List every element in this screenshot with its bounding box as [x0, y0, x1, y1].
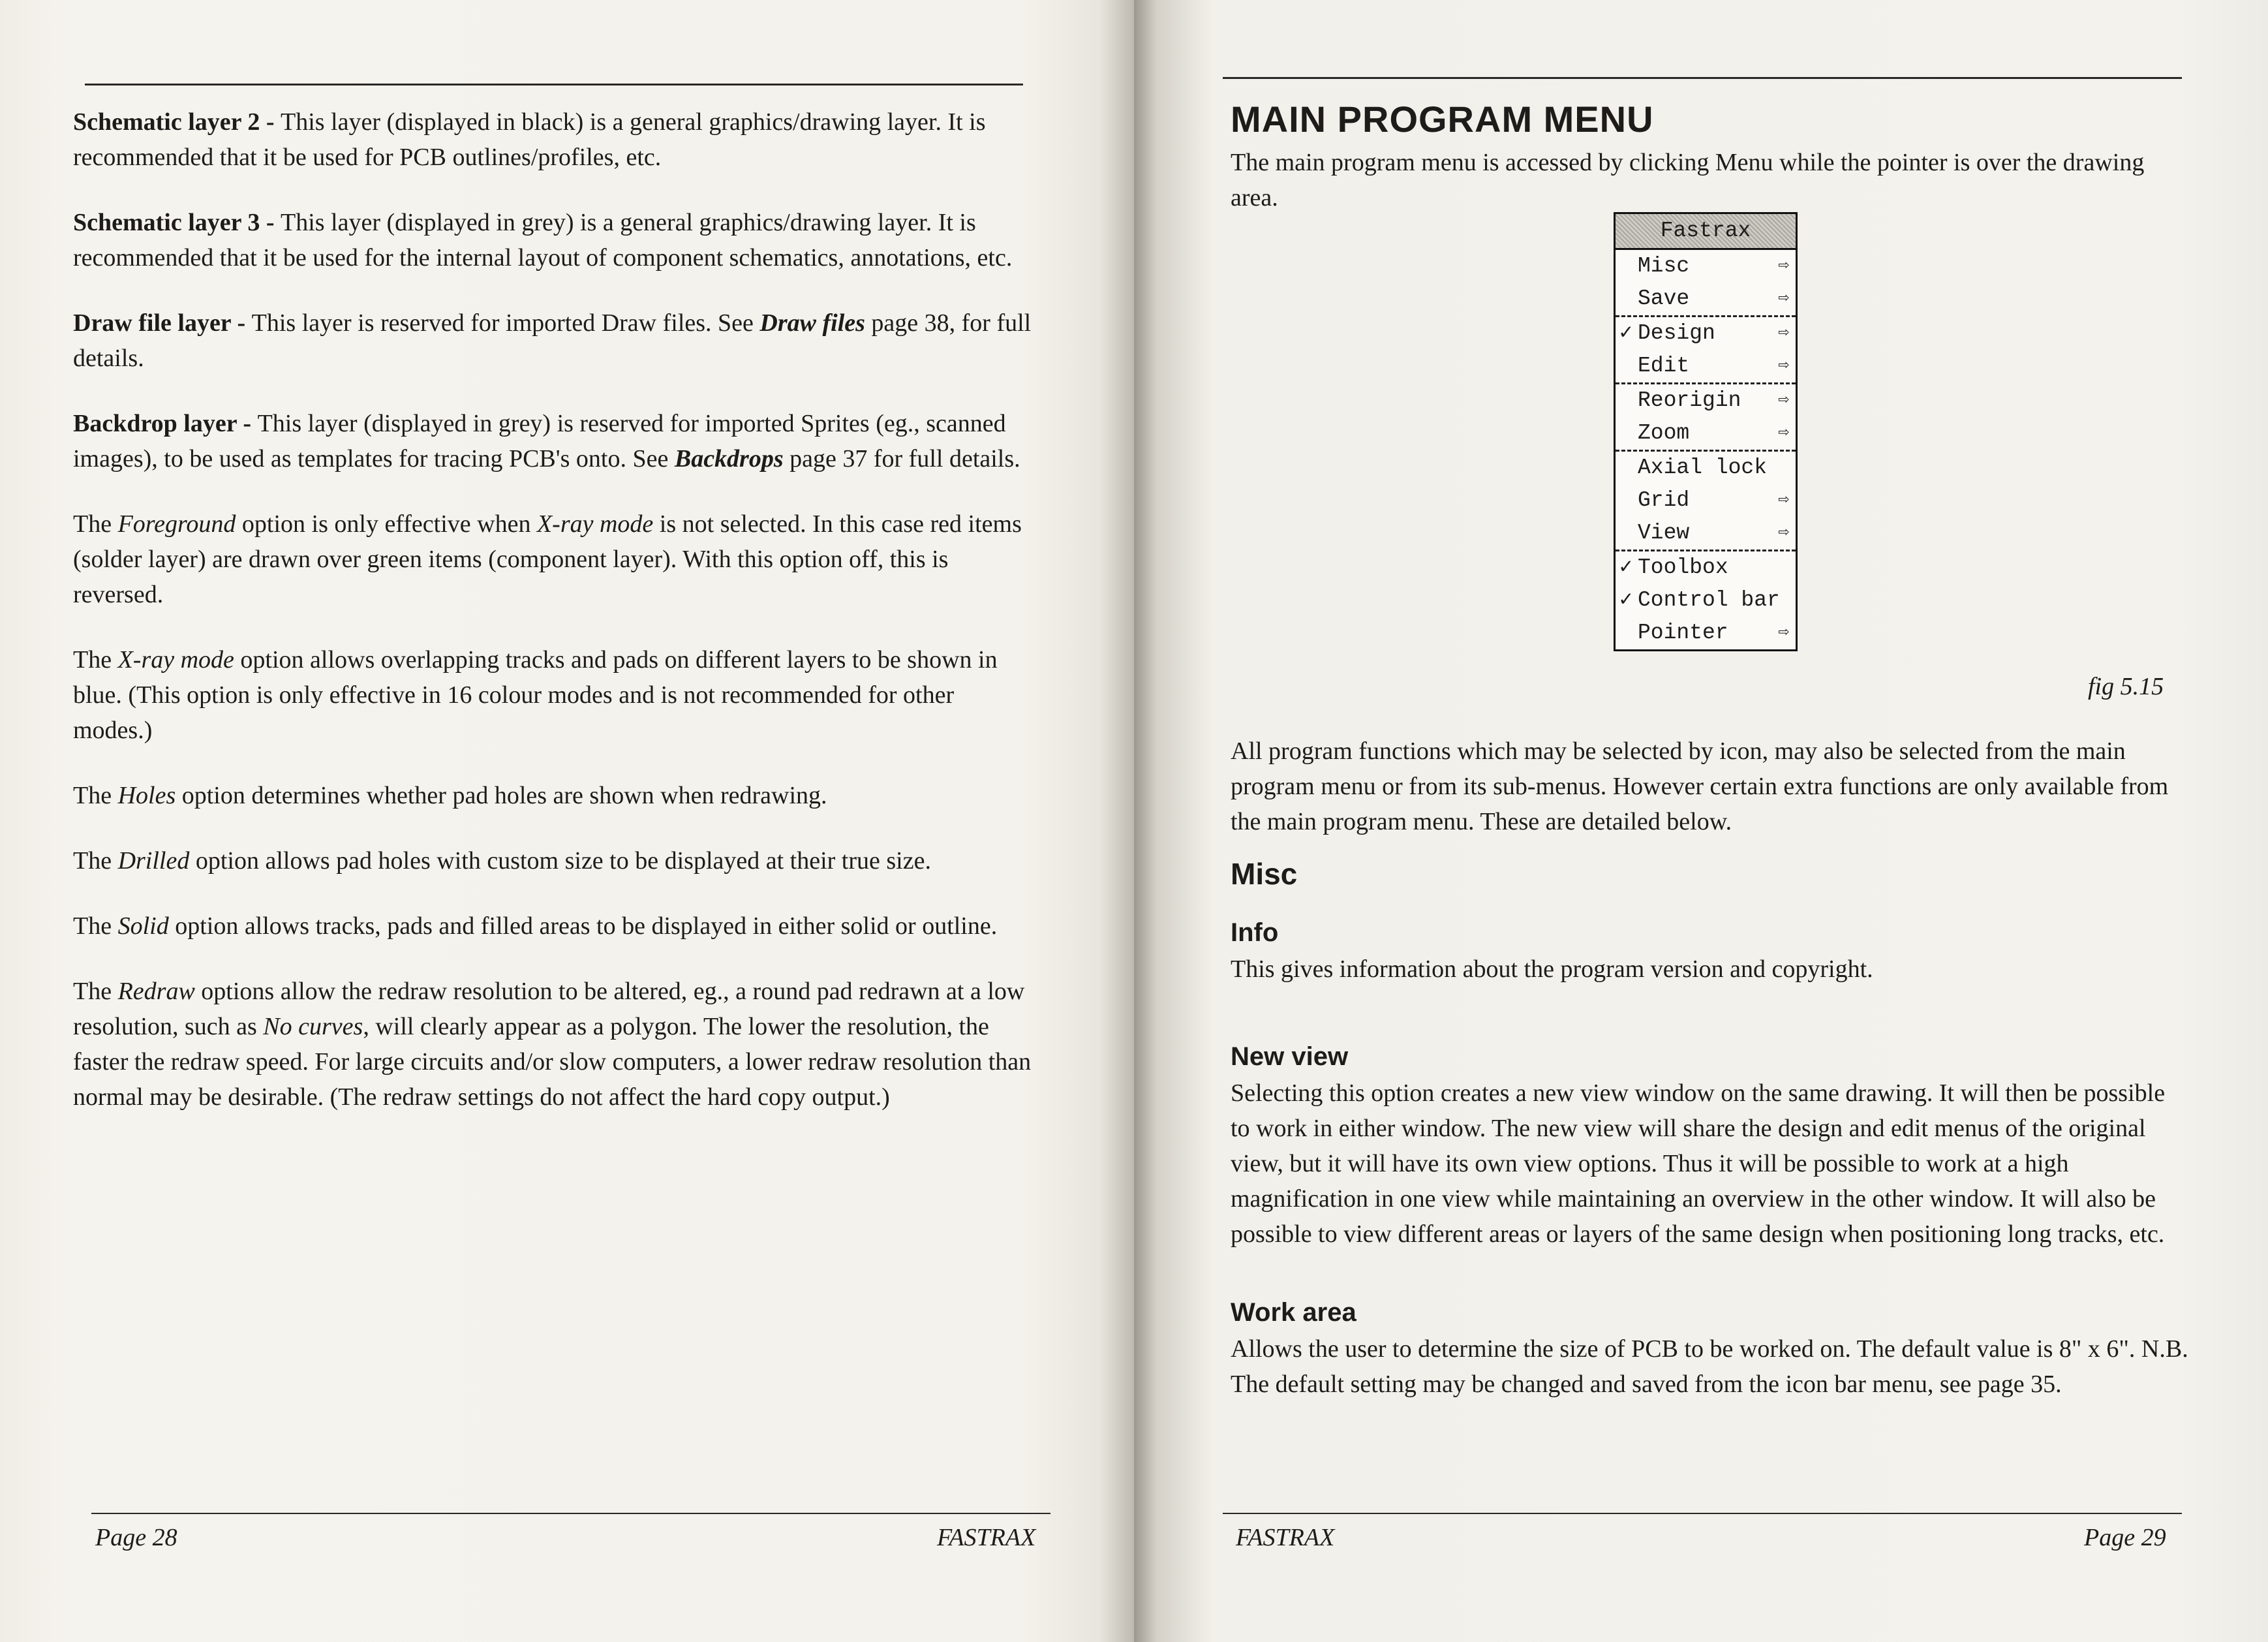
menu-item-label: Control bar	[1638, 588, 1780, 612]
text-run: The	[73, 510, 118, 538]
emphasis-text: Holes	[117, 782, 176, 809]
text-run: is not selected. In this case red items (solder layer) are drawn over green items (component layer). With this option off, this is reversed.	[73, 510, 1022, 608]
left-paragraph	[73, 908, 1032, 944]
submenu-arrow-icon: ⇨	[1778, 523, 1789, 543]
menu-item-edit[interactable]	[1616, 350, 1796, 382]
menu-item-axial-lock[interactable]	[1616, 452, 1796, 484]
left-paragraph	[73, 305, 1032, 376]
text-run: The	[73, 782, 118, 809]
page-number-right: Page 29	[2084, 1524, 2166, 1551]
submenu-arrow-icon: ⇨	[1778, 288, 1789, 309]
text-run: option allows pad holes with custom size to be displayed at their true size.	[189, 847, 931, 875]
running-title-right: FASTRAX	[1236, 1524, 1335, 1551]
submenu-arrow-icon: ⇨	[1778, 623, 1789, 643]
submenu-arrow-icon: ⇨	[1778, 256, 1789, 276]
menu-item-label: Toolbox	[1638, 555, 1728, 580]
text-run: , will clearly appear as a polygon. The lower the resolution, the faster the redraw speed. For large circuits and/or slow computers, a lower redraw resolution than normal may be desirable. (The redraw settings do not affect the hard copy output.)	[73, 1013, 1032, 1111]
text-run: The	[73, 646, 118, 674]
left-paragraph	[73, 205, 1032, 275]
emphasis-text: No curves	[263, 1013, 363, 1040]
term-label: Backdrop layer -	[73, 410, 258, 437]
text-run: This layer is reserved for imported Draw files. See	[251, 309, 760, 337]
menu-item-label: Pointer	[1638, 621, 1728, 645]
text-run: This layer (displayed in black) is a general graphics/drawing layer. It is recommended that it be used for PCB outlines/profiles, etc.	[73, 108, 986, 171]
submenu-arrow-icon: ⇨	[1778, 356, 1789, 376]
text-run: option allows overlapping tracks and pads on different layers to be shown in blue. (This option is only effective in 16 colour modes and is not recommended for other modes.)	[73, 646, 998, 744]
menu-item-design[interactable]	[1616, 317, 1796, 350]
text-run: The	[73, 912, 118, 940]
text-run: option is only effective when	[236, 510, 537, 538]
text-run: option determines whether pad holes are shown when redrawing.	[176, 782, 827, 809]
term-label: Schematic layer 3 -	[73, 209, 281, 236]
menu-item-view[interactable]	[1616, 517, 1796, 550]
left-paragraph	[73, 406, 1032, 476]
menu-item-label: Axial lock	[1638, 456, 1768, 480]
text-run: option allows tracks, pads and filled areas to be displayed in either solid or outline.	[168, 912, 998, 940]
workarea-heading: Work area	[1231, 1298, 1356, 1327]
emphasis-text: X-ray mode	[117, 646, 234, 674]
menu-item-save[interactable]	[1616, 283, 1796, 315]
misc-heading: Misc	[1231, 857, 1298, 891]
text-run: The	[73, 978, 118, 1005]
right-body	[1231, 734, 2190, 1432]
text-run: page 38, for full details.	[73, 309, 1032, 372]
menu-item-toolbox[interactable]	[1616, 551, 1796, 584]
page-title: MAIN PROGRAM MENU	[1231, 99, 1654, 140]
left-paragraph	[73, 506, 1032, 612]
submenu-arrow-icon: ⇨	[1778, 490, 1789, 510]
bottom-rule-left	[91, 1513, 1050, 1514]
menu-item-reorigin[interactable]	[1616, 384, 1796, 417]
figure-caption: fig 5.15	[2088, 673, 2164, 700]
tick-icon: ✓	[1619, 555, 1632, 580]
submenu-arrow-icon: ⇨	[1778, 390, 1789, 410]
emphasis-text: Foreground	[117, 510, 236, 538]
text-run: options allow the redraw resolution to be altered, eg., a round pad redrawn at a low resolution, such as	[73, 978, 1025, 1040]
right-page	[1134, 0, 2268, 1642]
menu-item-pointer[interactable]	[1616, 617, 1796, 649]
page-number-left: Page 28	[95, 1524, 177, 1551]
emphasis-text: Solid	[117, 912, 169, 940]
menu-item-label: View	[1638, 521, 1690, 545]
submenu-arrow-icon: ⇨	[1778, 323, 1789, 343]
menu-item-label: Reorigin	[1638, 388, 1741, 412]
menu-item-label: Zoom	[1638, 421, 1690, 445]
left-paragraph	[73, 974, 1032, 1115]
menu-item-label: Grid	[1638, 488, 1690, 512]
text-run: This layer (displayed in grey) is a general graphics/drawing layer. It is recommended that it be used for the internal layout of component schematics, annotations, etc.	[73, 209, 1013, 271]
menu-item-label: Edit	[1638, 354, 1690, 378]
intro-text: The main program menu is accessed by clicking Menu while the pointer is over the drawing area.	[1231, 149, 2145, 211]
menu-item-misc[interactable]	[1616, 250, 1796, 283]
text-run: This layer (displayed in grey) is reserved for imported Sprites (eg., scanned images), to be used as templates for tracing PCB's onto. See	[73, 410, 1006, 472]
left-paragraph	[73, 104, 1032, 175]
left-body	[73, 104, 1032, 1145]
running-title-left: FASTRAX	[937, 1524, 1036, 1551]
top-rule-right	[1223, 77, 2182, 79]
menu-item-label: Design	[1638, 321, 1715, 345]
after-menu-text: All program functions which may be selected by icon, may also be selected from the main program menu or from its sub-menus. However certain extra functions are only available from the main program menu. These are detailed below.	[1231, 737, 2169, 835]
menu-item-label: Save	[1638, 287, 1690, 311]
workarea-text: Allows the user to determine the size of PCB to be worked on. The default value is 8" x 6". N.B. The default setting may be changed and saved from the icon bar menu, see page 35.	[1231, 1335, 2188, 1398]
tick-icon: ✓	[1619, 588, 1632, 612]
text-run: The	[73, 847, 118, 875]
emphasis-text: X-ray mode	[536, 510, 654, 538]
text-run: page 37 for full details.	[783, 445, 1020, 472]
term-label: Draw file layer -	[73, 309, 252, 337]
menu-item-control-bar[interactable]	[1616, 584, 1796, 617]
left-paragraph	[73, 642, 1032, 748]
menu-item-grid[interactable]	[1616, 484, 1796, 517]
info-text: This gives information about the program version and copyright.	[1231, 955, 1873, 983]
menu-title: Fastrax	[1616, 214, 1796, 250]
info-heading: Info	[1231, 918, 1279, 947]
left-paragraphs	[73, 104, 1032, 1115]
tick-icon: ✓	[1619, 321, 1632, 345]
emphasis-text: Redraw	[117, 978, 195, 1005]
submenu-arrow-icon: ⇨	[1778, 423, 1789, 443]
newview-heading: New view	[1231, 1042, 1349, 1071]
menu-item-label: Misc	[1638, 254, 1690, 278]
term-label: Schematic layer 2 -	[73, 108, 281, 136]
bottom-rule-right	[1223, 1513, 2182, 1514]
left-paragraph	[73, 778, 1032, 813]
left-paragraph	[73, 843, 1032, 878]
menu-items	[1616, 250, 1796, 649]
fastrax-main-menu	[1614, 212, 1798, 651]
top-rule-left	[85, 84, 1023, 85]
newview-text: Selecting this option creates a new view window on the same drawing. It will then be possible to work in either window. The new view will share the design and edit menus of the original view, but it will have its own view options. Thus it will be possible to work at a high magnification in one view while maintaining an overview in the other window. It will also be possible to view different areas or layers of the same design when positioning long tracks, etc.	[1231, 1079, 2166, 1248]
emphasis-text: Drilled	[117, 847, 190, 875]
menu-item-zoom[interactable]	[1616, 417, 1796, 450]
emphasis-text: Backdrops	[674, 445, 784, 472]
emphasis-text: Draw files	[759, 309, 865, 337]
